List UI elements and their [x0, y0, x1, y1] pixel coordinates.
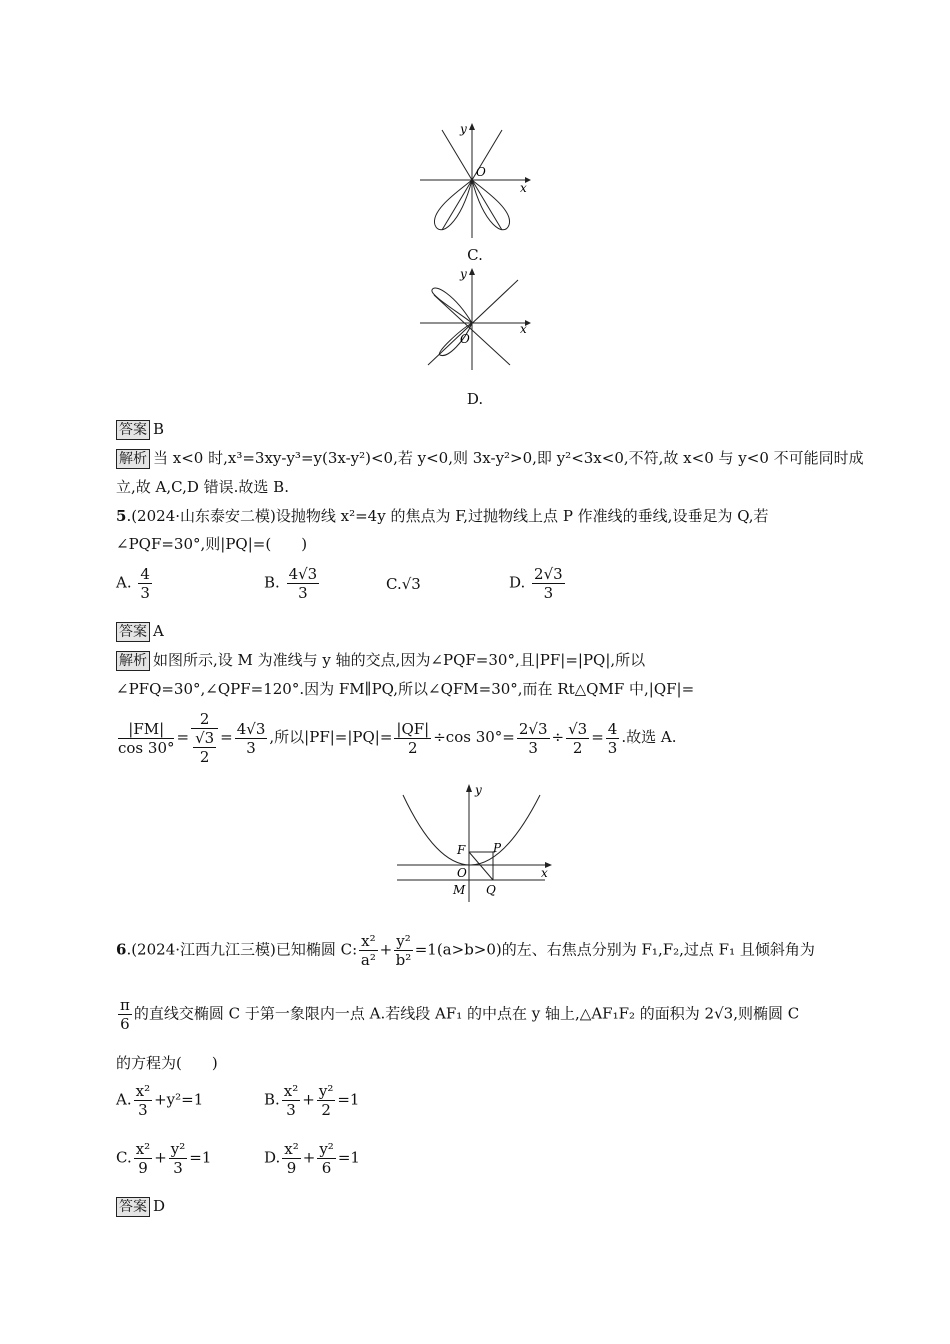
q5-answer-line — [116, 620, 164, 642]
frac-num: y² — [396, 932, 411, 950]
answer-tag: 答案 — [116, 1197, 150, 1217]
frac-num: 4 — [140, 565, 150, 583]
eq-frac-qf-2 — [394, 720, 431, 757]
frac-num: 2√3 — [518, 719, 548, 738]
q6-stem-part1: .(2024·江西九江三模)已知椭圆 C: — [126, 940, 358, 959]
q5-analysis-line2: ∠PFQ=30°,∠QPF=120°.因为 FM∥PQ,所以∠QFM=30°,而在 Rt△QMF 中,|QF|= — [116, 680, 695, 698]
q5-stem-line1 — [116, 505, 769, 527]
q6-opt-a-frac — [134, 1082, 152, 1119]
q6-stem-line2 — [116, 996, 799, 1033]
q5-opt-c-value: √3 — [401, 575, 421, 593]
frac-num: x² — [283, 1082, 299, 1100]
frac-den: 3 — [173, 1159, 183, 1177]
q6-opt-d-frac2 — [317, 1140, 336, 1177]
q6-option-a[interactable] — [116, 1082, 203, 1119]
point-o-label: O — [457, 866, 467, 880]
eq-frac-2-over-root3-2 — [191, 710, 218, 766]
frac-den: 2 — [572, 738, 583, 757]
q5-opt-d-frac — [532, 565, 565, 602]
q6-frac-pi-6 — [118, 996, 132, 1033]
q6-opt-b-frac1 — [282, 1082, 300, 1119]
plus-sign: + — [379, 940, 393, 959]
eq-frac-4-3 — [606, 720, 620, 757]
eq-text-b: ÷cos 30°= — [433, 728, 515, 746]
plus-sign: + — [302, 1090, 315, 1109]
frac-num: y² — [319, 1140, 334, 1158]
equals-one: =1 — [337, 1148, 360, 1167]
figure-d-graph — [420, 265, 535, 375]
frac-num: 4√3 — [236, 719, 266, 738]
frac-den: 3 — [298, 584, 308, 602]
plus-sign: + — [302, 1148, 316, 1167]
q6-frac-y2-b2 — [394, 932, 413, 969]
eq-text-a: ,所以|PF|=|PQ|= — [269, 728, 393, 746]
answer-tag: 答案 — [116, 622, 150, 642]
frac-den: 2 — [408, 738, 418, 757]
frac-den: 9 — [286, 1159, 297, 1177]
q4-answer-line — [116, 418, 164, 440]
fig-c-y-label: y — [460, 122, 467, 136]
frac-den: a² — [360, 951, 376, 969]
fig-d-x-label: x — [520, 322, 527, 336]
inner-frac — [193, 729, 216, 766]
frac-den: 3 — [528, 738, 538, 757]
q5-opt-c-label: C. — [386, 575, 402, 593]
figure-c-caption: C. — [467, 246, 483, 264]
eq-frac-2root3-3 — [517, 720, 550, 757]
q6-option-d[interactable] — [264, 1140, 360, 1177]
frac-den: 3 — [607, 738, 618, 757]
eq-frac-4root3-3 — [235, 720, 268, 757]
frac-num: 2√3 — [534, 565, 563, 583]
frac-num: π — [120, 996, 130, 1014]
q6-stem-text2: 的直线交椭圆 C 于第一象限内一点 A.若线段 AF₁ 的中点在 y 轴上,△AF₁F₂ 的面积为 2√3,则椭圆 C — [133, 1004, 800, 1023]
q4-analysis-text1: 当 x<0 时,x³=3xy-y³=y(3x-y²)<0,若 y<0,则 3x-y²>0,即 y²<3x<0,不符,故 x<0 与 y<0 不可能同时成 — [153, 449, 864, 467]
frac-num: √3 — [195, 729, 215, 747]
eq-frac-fm-cos — [118, 720, 174, 757]
q6-opt-c-frac1 — [134, 1140, 152, 1177]
frac-num: x² — [284, 1140, 299, 1158]
frac-den: 2 — [321, 1101, 331, 1119]
q6-stem-line3: 的方程为( ) — [116, 1054, 218, 1072]
q6-option-c[interactable] — [116, 1140, 211, 1177]
frac-num: √3 — [568, 719, 588, 738]
q6-opt-d-frac1 — [282, 1140, 300, 1177]
q5-option-d[interactable] — [509, 565, 567, 602]
q5-stem-text1: .(2024·山东泰安二模)设抛物线 x²=4y 的焦点为 F,过抛物线上点 P 作准线的垂线,设垂足为 Q,若 — [126, 507, 769, 525]
q6-stem-line1 — [116, 932, 815, 969]
fig-d-y-label: y — [460, 267, 467, 281]
equals-sign: = — [176, 728, 190, 746]
q6-opt-d-label: D. — [264, 1148, 281, 1167]
frac-num: x² — [361, 932, 376, 950]
fig-c-x-label: x — [520, 181, 527, 195]
parabola-y-label: y — [475, 783, 482, 797]
q5-analysis-line1 — [116, 649, 645, 671]
q5-stem-line2: ∠PQF=30°,则|PQ|=( ) — [116, 535, 308, 553]
q5-option-c[interactable] — [386, 575, 421, 593]
q6-stem-part2: =1(a>b>0)的左、右焦点分别为 F₁,F₂,过点 F₁ 且倾斜角为 — [414, 940, 815, 959]
q6-option-b[interactable] — [264, 1082, 359, 1119]
frac-den: 6 — [321, 1159, 332, 1177]
q5-number: 5 — [116, 507, 127, 525]
q4-analysis-line2: 立,故 A,C,D 错误.故选 B. — [116, 478, 289, 496]
eq-frac-root3-2 — [566, 720, 589, 757]
q6-opt-b-frac2 — [317, 1082, 336, 1119]
q5-opt-b-label: B. — [264, 573, 280, 592]
equals-sign: = — [220, 728, 233, 746]
equals-sign: = — [591, 728, 604, 746]
point-f-label: F — [457, 843, 466, 857]
point-q-label: Q — [486, 883, 496, 897]
frac-num: 2 — [191, 710, 218, 729]
frac-num: |FM| — [118, 720, 174, 739]
frac-den: 3 — [140, 584, 150, 602]
q6-answer: D — [153, 1197, 166, 1215]
q6-opt-c-label: C. — [116, 1148, 132, 1167]
q6-opt-a-label: A. — [116, 1090, 132, 1109]
fig-d-origin: O — [460, 332, 470, 346]
figure-d-caption: D. — [466, 390, 484, 408]
frac-den: 9 — [138, 1159, 148, 1177]
q6-opt-b-label: B. — [264, 1090, 280, 1109]
q5-answer: A — [153, 622, 164, 640]
point-m-label: M — [453, 883, 466, 897]
q5-analysis-text1: 如图所示,设 M 为准线与 y 轴的交点,因为∠PQF=30°,且|PF|=|PQ|,所以 — [153, 651, 646, 669]
frac-num: y² — [318, 1082, 334, 1100]
frac-num: x² — [135, 1082, 151, 1100]
frac-den: 3 — [246, 738, 256, 757]
q5-opt-d-label: D. — [509, 573, 526, 592]
frac-num: 4√3 — [288, 565, 318, 583]
analysis-tag: 解析 — [116, 449, 150, 469]
frac-den: 3 — [138, 1101, 148, 1119]
frac-den: 2 — [199, 748, 210, 766]
parabola-x-label: x — [541, 866, 548, 880]
eq-text-c: .故选 A. — [621, 728, 677, 746]
q4-analysis-line1 — [116, 447, 864, 469]
frac-num: y² — [170, 1140, 186, 1158]
equals-one: =1 — [337, 1090, 360, 1109]
frac-num: 4 — [607, 719, 618, 738]
fig-c-origin: O — [476, 165, 486, 179]
q5-option-b[interactable] — [264, 565, 321, 602]
q5-option-a[interactable] — [116, 565, 154, 602]
frac-den: 6 — [120, 1015, 130, 1033]
frac-den: 3 — [543, 584, 554, 602]
equals-one: =1 — [189, 1148, 212, 1167]
q6-answer-line — [116, 1195, 165, 1217]
frac-num: x² — [135, 1140, 151, 1158]
frac-den: 3 — [286, 1101, 296, 1119]
answer-tag: 答案 — [116, 420, 150, 440]
analysis-tag: 解析 — [116, 651, 150, 671]
q5-opt-a-label: A. — [116, 573, 132, 592]
frac-num: |QF| — [396, 719, 430, 738]
q6-frac-x2-a2 — [359, 932, 377, 969]
plus-sign: + — [154, 1148, 167, 1167]
q5-opt-a-frac — [138, 565, 152, 602]
frac-den — [191, 729, 218, 766]
q5-analysis-equation — [116, 710, 676, 766]
figure-c-graph — [420, 120, 535, 240]
point-p-label: P — [493, 841, 502, 855]
frac-den: b² — [395, 951, 412, 969]
q6-number: 6 — [116, 940, 127, 959]
frac-den: cos 30° — [118, 738, 175, 757]
q6-opt-c-frac2 — [169, 1140, 188, 1177]
q6-opt-a-rest: +y²=1 — [154, 1090, 204, 1109]
q4-answer: B — [153, 420, 165, 438]
q5-opt-b-frac — [287, 565, 320, 602]
divide-sign: ÷ — [551, 728, 565, 746]
parabola-figure — [395, 780, 560, 905]
